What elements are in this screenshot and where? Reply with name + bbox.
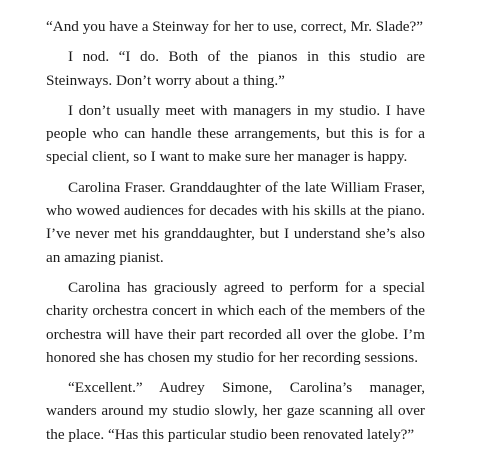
document-page — [46, 15, 425, 453]
paragraph-4: Carolina Fraser. Granddaughter of the late William Fraser, who wowed audiences for decades with his skills at the piano. I’ve never met his granddaughter, but I understand she’s also an amazing pianist. — [46, 178, 425, 266]
paragraph-5: Carolina has graciously agreed to perform for a special charity orchestra concert in which each of the members of the orchestra will have their part recorded all over the globe. I’m honored she has chosen my studio for her recording sessions. — [46, 278, 425, 366]
paragraph-3: I don’t usually meet with managers in my studio. I have people who can handle these arrangements, but this is for a special client, so I want to make sure her manager is happy. — [46, 101, 425, 166]
paragraph-2: I nod. “I do. Both of the pianos in this studio are Steinways. Don’t worry about a thing.” — [46, 48, 425, 89]
paragraph-6: “Excellent.” Audrey Simone, Carolina’s manager, wanders around my studio slowly, her gaze scanning all over the place. “Has this particular studio been renovated lately?” — [46, 379, 425, 443]
paragraph-1: “And you have a Steinway for her to use, correct, Mr. Slade?” — [46, 18, 424, 35]
